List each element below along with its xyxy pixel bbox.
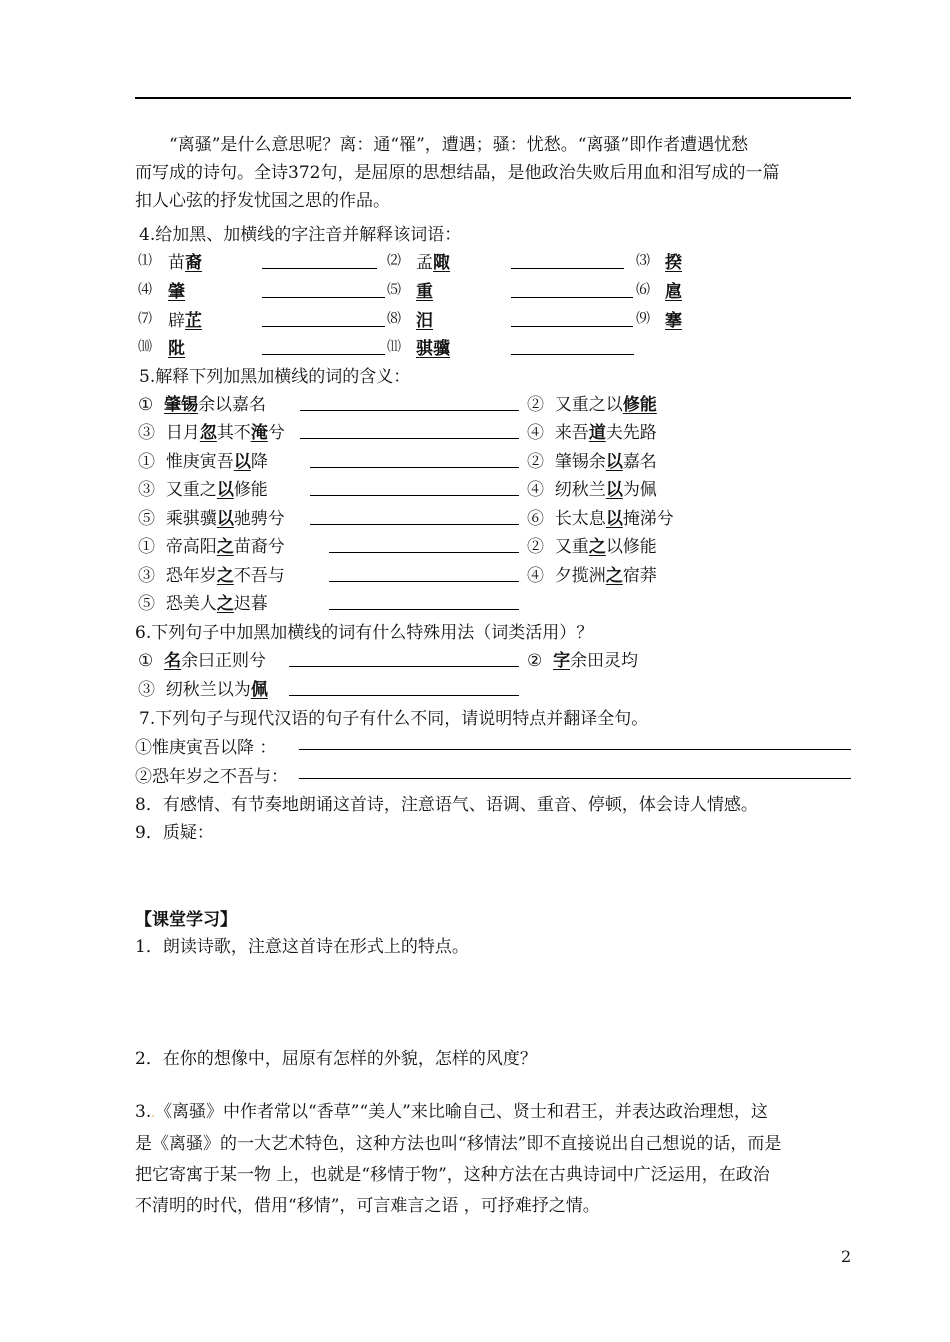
answer-blank[interactable] bbox=[329, 532, 519, 553]
item-post: 以修能 bbox=[605, 537, 657, 557]
q4-item-word bbox=[665, 248, 682, 273]
item-bold: 名 bbox=[164, 651, 182, 671]
item-num: ① bbox=[138, 452, 155, 472]
item-bold: 以 bbox=[233, 452, 251, 472]
q4-word-target: 肇 bbox=[168, 282, 185, 302]
q4-answer-blank[interactable] bbox=[262, 277, 385, 298]
q4-item-number: ⑼ bbox=[636, 311, 650, 327]
q5-item bbox=[138, 447, 268, 472]
q4-word-prefix: 孟 bbox=[416, 253, 433, 273]
q4-word-target: 扈 bbox=[665, 282, 682, 302]
q7-title: 7.下列句子与现代汉语的句子有什么不同，请说明特点并翻译全句。 bbox=[139, 709, 649, 729]
item-pre: 长太息 bbox=[554, 509, 606, 529]
item-bold: 之 bbox=[216, 537, 234, 557]
q4-answer-blank[interactable] bbox=[511, 306, 633, 327]
item-num: ① bbox=[138, 537, 155, 557]
classroom-q2: 2．在你的想像中，屈原有怎样的外貌，怎样的风度？ bbox=[135, 1049, 537, 1069]
q7-answer-line-2[interactable] bbox=[299, 760, 851, 779]
spacer bbox=[155, 452, 166, 472]
q5-item bbox=[138, 561, 285, 586]
spacer bbox=[155, 566, 166, 586]
q5-item bbox=[138, 532, 285, 557]
q4-item-number: ⑺ bbox=[138, 311, 152, 327]
item-pre: 肇锡余 bbox=[554, 452, 606, 472]
q3-line-2: 是《离骚》的一大艺术特色，这种方法也叫“移情法”即不直接说出自己想说的话，而是 bbox=[135, 1134, 782, 1154]
answer-blank[interactable] bbox=[310, 447, 519, 468]
item-pre: 来吾 bbox=[554, 423, 589, 443]
q7-item-2: ②恐年岁之不吾与： bbox=[135, 767, 288, 787]
answer-blank[interactable] bbox=[329, 561, 519, 582]
item-num: ③ bbox=[138, 423, 155, 443]
q4-item-number: ⑵ bbox=[387, 253, 401, 269]
q6-item bbox=[138, 646, 266, 671]
item-post: 余曰正则兮 bbox=[181, 651, 267, 671]
classroom-q1: 1．朗读诗歌，注意这首诗在形式上的特点。 bbox=[135, 937, 469, 957]
q5-item bbox=[138, 390, 266, 415]
item-pre: 夕揽洲 bbox=[554, 566, 606, 586]
q6-item bbox=[527, 646, 638, 671]
q4-item-word bbox=[168, 277, 185, 302]
q4-item-word bbox=[416, 306, 433, 331]
item-post: 降 bbox=[250, 452, 268, 472]
item-pre: 惟庚寅吾 bbox=[165, 452, 234, 472]
item-bold: 佩 bbox=[250, 680, 268, 700]
q5-item bbox=[527, 504, 674, 529]
q5-item bbox=[527, 532, 657, 557]
item-bold: 字 bbox=[553, 651, 571, 671]
item-bold: 肇锡 bbox=[164, 395, 199, 415]
spacer bbox=[544, 537, 555, 557]
item-bold: 修能 bbox=[622, 395, 657, 415]
item-num: ④ bbox=[527, 480, 544, 500]
q5-item bbox=[138, 475, 268, 500]
q3-line-1-text: 《离骚》中作者常以“香草”“美人”来比喻自己、贤士和君王，并表达政治理想，这 bbox=[155, 1102, 768, 1122]
q4-word-prefix: 辟 bbox=[168, 311, 185, 331]
answer-blank[interactable] bbox=[300, 418, 519, 439]
page-number: 2 bbox=[841, 1247, 852, 1266]
item-post: 为佩 bbox=[622, 480, 657, 500]
item-pre: 又重之 bbox=[165, 480, 217, 500]
q5-item bbox=[527, 390, 657, 415]
intro-paragraph bbox=[135, 131, 855, 215]
q4-item-number: ⑸ bbox=[387, 282, 401, 298]
q4-answer-blank[interactable] bbox=[511, 248, 624, 269]
item-bold2: 淹 bbox=[250, 423, 268, 443]
item-bold: 之 bbox=[216, 566, 234, 586]
item-pre: 纫秋兰 bbox=[554, 480, 606, 500]
q9-text: 9．质疑： bbox=[135, 823, 214, 843]
q5-item bbox=[527, 447, 657, 472]
item-pre: 恐年岁 bbox=[165, 566, 217, 586]
q3-number: 3. bbox=[135, 1102, 152, 1122]
item-bold: 以 bbox=[605, 452, 623, 472]
q4-title: 4.给加黑、加横线的字注音并解释该词语： bbox=[139, 225, 462, 245]
q4-item-word bbox=[168, 334, 185, 359]
q4-item-word bbox=[665, 277, 682, 302]
spacer bbox=[544, 480, 555, 500]
item-bold: 之 bbox=[605, 566, 623, 586]
q3-line-1 bbox=[135, 1097, 855, 1129]
spacer bbox=[155, 537, 166, 557]
q4-word-target: 阰 bbox=[168, 339, 185, 359]
spacer bbox=[544, 509, 555, 529]
item-post: 嘉名 bbox=[622, 452, 657, 472]
spacer bbox=[153, 651, 164, 671]
q3-line-4: 不清明的时代，借用“移情”，可言难言之语 ，可抒难抒之情。 bbox=[135, 1196, 600, 1216]
answer-blank[interactable] bbox=[289, 675, 519, 696]
q4-word-target: 重 bbox=[416, 282, 433, 302]
item-num: ④ bbox=[527, 423, 544, 443]
q5-title: 5.解释下列加黑加横线的词的含义： bbox=[139, 367, 411, 387]
header-rule bbox=[135, 97, 851, 99]
item-post2: 兮 bbox=[267, 423, 285, 443]
item-post: 其不 bbox=[216, 423, 251, 443]
item-post: 余以嘉名 bbox=[198, 395, 267, 415]
q6-item bbox=[138, 675, 268, 700]
item-bold: 以 bbox=[216, 480, 234, 500]
spacer bbox=[544, 452, 555, 472]
intro-line-1: “离骚”是什么意思呢？离：通“罹”，遭遇；骚：忧愁。“离骚”即作者遭遇忧愁 bbox=[169, 135, 749, 155]
item-bold: 之 bbox=[216, 594, 234, 614]
q4-item-number: ⑾ bbox=[387, 339, 401, 355]
item-bold: 道 bbox=[588, 423, 606, 443]
answer-blank[interactable] bbox=[289, 646, 519, 667]
item-bold: 以 bbox=[605, 509, 623, 529]
item-num: ③ bbox=[138, 480, 155, 500]
q5-item bbox=[138, 418, 285, 443]
q4-answer-blank[interactable] bbox=[262, 334, 385, 355]
answer-blank[interactable] bbox=[329, 589, 519, 610]
q4-item-word bbox=[168, 306, 202, 331]
item-num: ⑥ bbox=[527, 509, 544, 529]
q4-word-target: 裔 bbox=[185, 253, 202, 273]
q4-word-target: 揆 bbox=[665, 253, 682, 273]
q4-item-word bbox=[168, 248, 202, 273]
item-pre: 恐美人 bbox=[165, 594, 217, 614]
q4-word-target: 骐骥 bbox=[416, 339, 450, 359]
item-pre: 日月 bbox=[165, 423, 200, 443]
item-num: ① bbox=[138, 651, 154, 671]
item-post: 不吾与 bbox=[233, 566, 285, 586]
item-num: ② bbox=[527, 651, 543, 671]
item-pre: 又重之以 bbox=[554, 395, 623, 415]
spacer bbox=[544, 423, 555, 443]
item-post: 余田灵均 bbox=[570, 651, 639, 671]
spacer bbox=[544, 395, 555, 415]
q4-item-number: ⑻ bbox=[387, 311, 401, 327]
q4-answer-blank[interactable] bbox=[511, 277, 633, 298]
q7-item-1: ①惟庚寅吾以降 ： bbox=[135, 738, 277, 758]
item-post: 迟暮 bbox=[233, 594, 268, 614]
q6-title: 6.下列句子中加黑加横线的词有什么特殊用法（词类活用）？ bbox=[135, 623, 594, 643]
spacer bbox=[153, 395, 164, 415]
item-num: ⑤ bbox=[138, 509, 155, 529]
q4-item-word bbox=[416, 248, 450, 273]
item-bold: 以 bbox=[605, 480, 623, 500]
q3-mark: . bbox=[151, 1106, 156, 1120]
spacer bbox=[544, 566, 555, 586]
q4-answer-blank[interactable] bbox=[262, 248, 377, 269]
q4-item-number: ⑶ bbox=[636, 253, 650, 269]
q4-answer-blank[interactable] bbox=[511, 334, 634, 355]
q3-line-3: 把它寄寓于某一物 上，也就是“移情于物”，这种方法在古典诗词中广泛运用，在政治 bbox=[135, 1165, 770, 1185]
q4-word-target: 汨 bbox=[416, 311, 433, 331]
q8-text: 8．有感情、有节奏地朗诵这首诗，注意语气、语调、重音、停顿，体会诗人情感。 bbox=[135, 795, 758, 815]
q5-item bbox=[527, 418, 657, 443]
q4-word-target: 搴 bbox=[665, 311, 682, 331]
q4-item-word bbox=[416, 277, 433, 302]
q5-item bbox=[138, 589, 268, 614]
q4-item-word bbox=[416, 334, 450, 359]
item-pre: 纫秋兰以为 bbox=[165, 680, 251, 700]
spacer bbox=[155, 509, 166, 529]
item-num: ① bbox=[138, 395, 154, 415]
classroom-heading: 【课堂学习】 bbox=[135, 910, 237, 930]
item-num: ② bbox=[527, 395, 544, 415]
q4-item-number: ⑷ bbox=[138, 282, 152, 298]
q4-word-prefix: 苗 bbox=[168, 253, 185, 273]
q5-item bbox=[138, 504, 285, 529]
intro-line-2: 而写成的诗句。全诗372句，是屈原的思想结晶，是他政治失败后用血和泪写成的一篇 bbox=[135, 163, 780, 183]
spacer bbox=[542, 651, 553, 671]
item-pre: 又重 bbox=[554, 537, 589, 557]
item-pre: 乘骐骥 bbox=[165, 509, 217, 529]
item-post: 夫先路 bbox=[605, 423, 657, 443]
classroom-q3 bbox=[135, 1097, 855, 1222]
q4-word-target: 芷 bbox=[185, 311, 202, 331]
q4-word-target: 陬 bbox=[433, 253, 450, 273]
item-post: 修能 bbox=[233, 480, 268, 500]
q5-item bbox=[527, 561, 657, 586]
intro-line-3: 扣人心弦的抒发忧国之思的作品。 bbox=[135, 191, 390, 211]
item-post: 苗裔兮 bbox=[233, 537, 285, 557]
q4-item-word bbox=[665, 306, 682, 331]
spacer bbox=[155, 480, 166, 500]
spacer bbox=[155, 680, 166, 700]
answer-blank[interactable] bbox=[300, 390, 519, 411]
item-num: ② bbox=[527, 452, 544, 472]
item-pre: 帝高阳 bbox=[165, 537, 217, 557]
q4-item-number: ⑴ bbox=[138, 253, 152, 269]
item-post: 驰骋兮 bbox=[233, 509, 285, 529]
item-bold: 以 bbox=[216, 509, 234, 529]
item-bold: 之 bbox=[588, 537, 606, 557]
item-post: 宿莽 bbox=[622, 566, 657, 586]
item-num: ④ bbox=[527, 566, 544, 586]
item-num: ③ bbox=[138, 680, 155, 700]
item-num: ② bbox=[527, 537, 544, 557]
item-bold: 忽 bbox=[199, 423, 217, 443]
answer-blank[interactable] bbox=[310, 504, 519, 525]
item-post: 掩涕兮 bbox=[622, 509, 674, 529]
spacer bbox=[155, 423, 166, 443]
q5-item bbox=[527, 475, 657, 500]
q4-item-number: ⑹ bbox=[636, 282, 650, 298]
item-num: ③ bbox=[138, 566, 155, 586]
item-num: ⑤ bbox=[138, 594, 155, 614]
q4-answer-blank[interactable] bbox=[262, 306, 385, 327]
q7-answer-line-1[interactable] bbox=[299, 731, 851, 750]
spacer bbox=[155, 594, 166, 614]
q4-item-number: ⑽ bbox=[138, 339, 152, 355]
answer-blank[interactable] bbox=[310, 475, 519, 496]
